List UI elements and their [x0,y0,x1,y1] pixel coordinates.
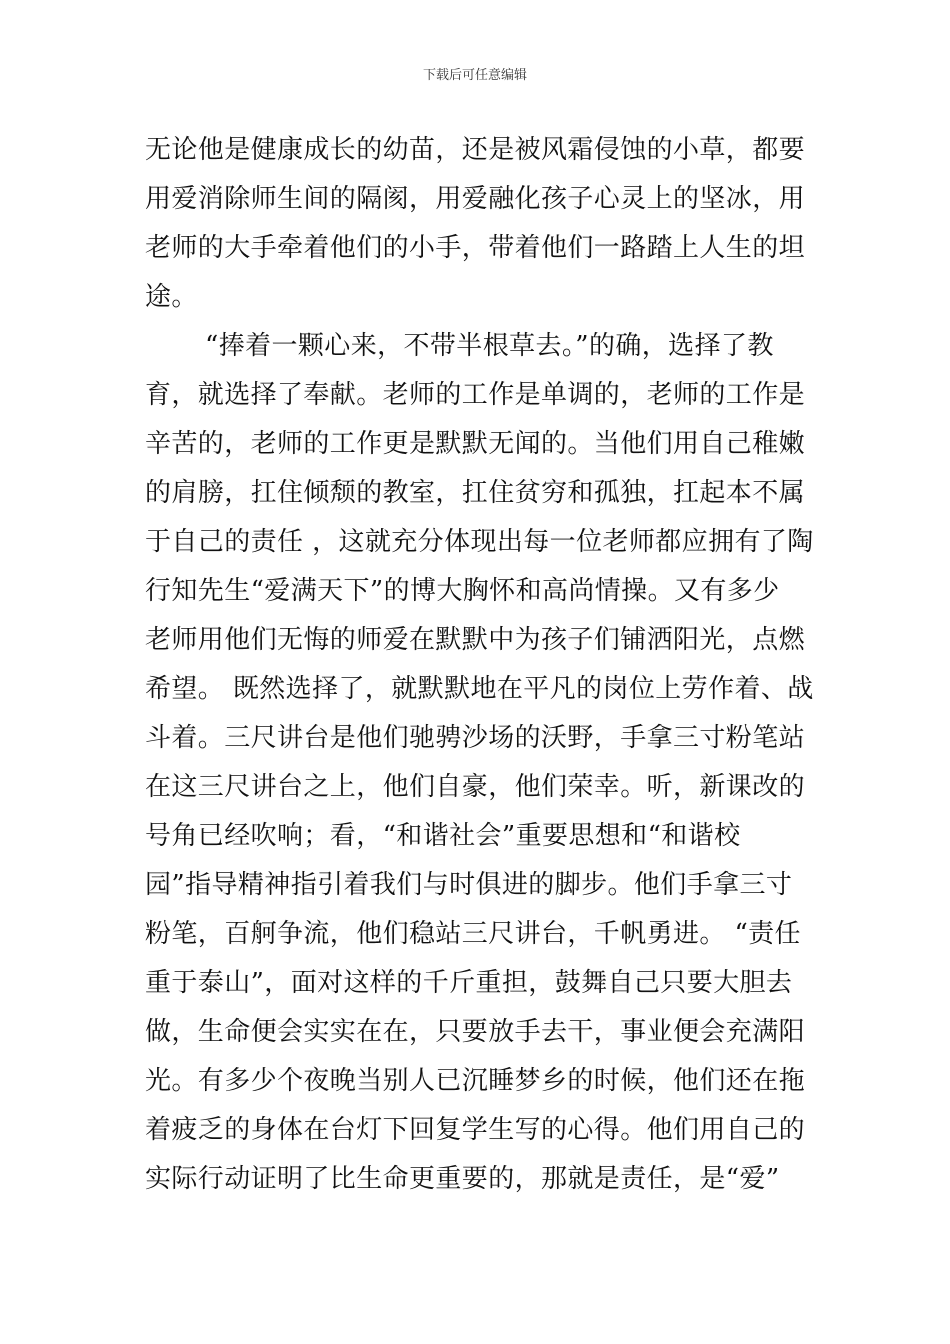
text-line: 实际行动证明了比生命更重要的，那就是责任，是“爱” [145,1164,780,1194]
text-line: 粉笔，百舸争流，他们稳站三尺讲台，千帆勇进。 “责任 [145,919,801,949]
text-line: 光。有多少个夜晚当别人已沉睡梦乡的时候，他们还在拖 [145,1066,806,1096]
text-line: 用爱消除师生间的隔阂，用爱融化孩子心灵上的坚冰，用 [145,184,806,214]
text-line: 希望。 既然选择了，就默默地在平凡的岗位上劳作着、战 [145,674,814,704]
text-line: 在这三尺讲台之上，他们自豪，他们荣幸。听，新课改的 [145,772,806,802]
body-text [145,126,814,1204]
text-line: 途。 [145,282,198,312]
text-line: 老师的大手牵着他们的小手，带着他们一路踏上人生的坦 [145,233,806,263]
text-line: 着疲乏的身体在台灯下回复学生写的心得。他们用自己的 [145,1115,806,1145]
paragraph-start-line: “捧着一颗心来，不带半根草去。”的确，选择了教 [205,331,774,361]
page-header: 下载后可任意编辑 [422,68,527,83]
text-line: 无论他是健康成长的幼苗，还是被风霜侵蚀的小草，都要 [145,135,806,165]
text-line: 于自己的责任 ，这就充分体现出每一位老师都应拥有了陶 [145,527,814,557]
text-line: 做，生命便会实实在在，只要放手去干，事业便会充满阳 [145,1017,806,1047]
text-line: 的肩膀，扛住倾颓的教室，扛住贫穷和孤独，扛起本不属 [145,478,806,508]
text-line: 园”指导精神指引着我们与时俱进的脚步。他们手拿三寸 [145,870,793,900]
text-line: 斗着。三尺讲台是他们驰骋沙场的沃野，手拿三寸粉笔站 [145,723,806,753]
text-line: 老师用他们无悔的师爱在默默中为孩子们铺洒阳光，点燃 [145,625,806,655]
text-line: 行知先生“爱满天下”的博大胸怀和高尚情操。又有多少 [145,576,780,606]
text-line: 辛苦的，老师的工作更是默默无闻的。当他们用自己稚嫩 [145,429,806,459]
text-line: 重于泰山”，面对这样的千斤重担，鼓舞自己只要大胆去 [145,968,793,998]
text-line: 育，就选择了奉献。老师的工作是单调的，老师的工作是 [145,380,806,410]
text-line: 号角已经吹响；看，“和谐社会”重要思想和“和谐校 [145,821,741,851]
